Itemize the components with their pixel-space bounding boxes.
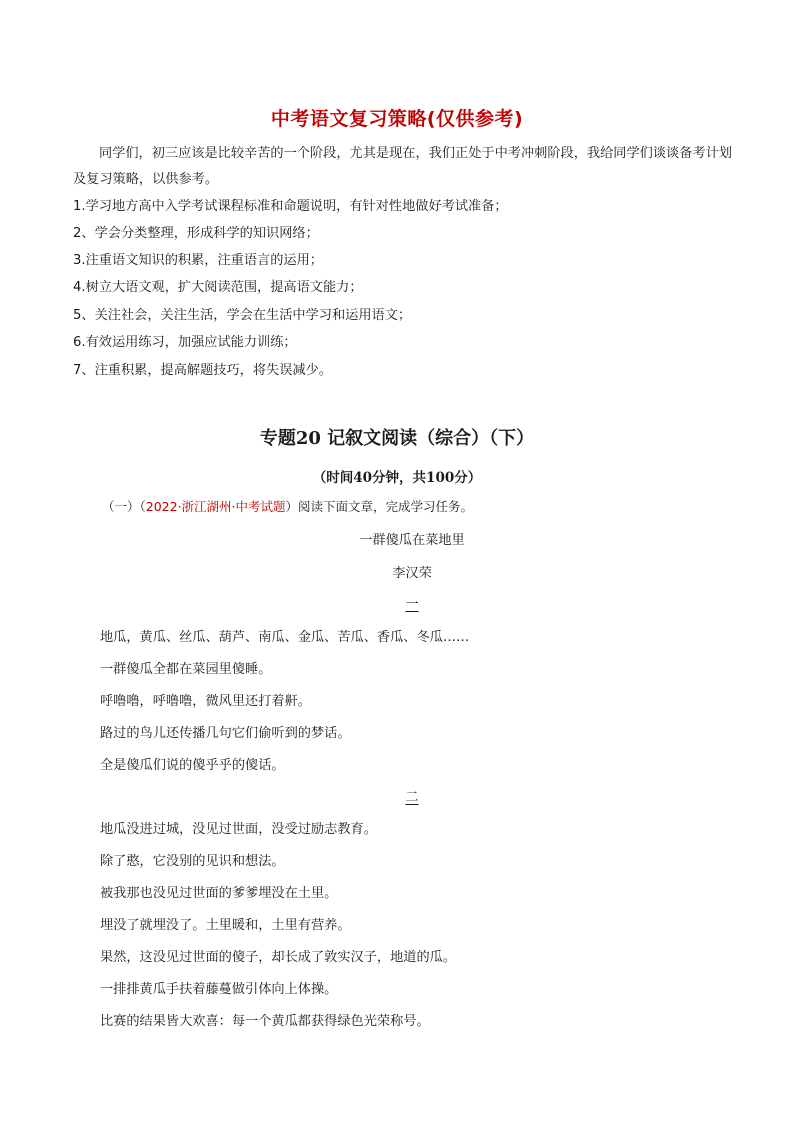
page-title: 中考语文复习策略(仅供参考) (270, 108, 524, 130)
article-line: 呼噜噜，呼噜噜，微风里还打着鼾。 (100, 694, 311, 709)
time-note: （时间40分钟，共100分） (312, 470, 482, 486)
task-suffix: ）阅读下面文章，完成学习任务。 (285, 499, 474, 514)
article-line: 一排排黄瓜手扶着藤蔓做引体向上体操。 (100, 982, 338, 997)
article-line: 地瓜，黄瓜、丝瓜、葫芦、南瓜、金瓜、苦瓜、香瓜、冬瓜…… (100, 630, 470, 645)
section-number: 一 (405, 597, 419, 612)
article-line: 路过的鸟儿还传播几句它们偷听到的梦话。 (100, 726, 351, 741)
article-line: 比赛的结果皆大欢喜：每一个黄瓜都获得绿色光荣称号。 (100, 1014, 430, 1029)
strategy-item: 4.树立大语文观，扩大阅读范围，提高语文能力； (73, 280, 363, 295)
strategy-item: 6.有效运用练习，加强应试能力训练； (73, 335, 297, 350)
strategy-item: 1.学习地方高中入学考试课程标准和命题说明，有针对性地做好考试准备； (73, 199, 508, 214)
article-line: 除了憨，它没别的见识和想法。 (100, 854, 285, 869)
strategy-item: 5、关注社会，关注生活，学会在生活中学习和运用语文； (73, 308, 412, 323)
strategy-item: 7、注重积累，提高解题技巧，将失误减少。 (73, 363, 332, 378)
article-line: 地瓜没进过城，没见过世面，没受过励志教育。 (100, 822, 377, 837)
article-line: 全是傻瓜们说的傻乎乎的傻话。 (100, 758, 285, 773)
article-author: 李汉荣 (392, 566, 432, 581)
task-source: 2022·浙江湖州·中考试题 (145, 499, 286, 514)
strategy-item: 3.注重语文知识的积累，注重语言的运用； (73, 253, 323, 268)
article-line: 被我那也没见过世面的爹爹埋没在土里。 (100, 886, 338, 901)
section-marker-1 (0, 593, 794, 612)
article-title: 一群傻瓜在菜地里 (359, 533, 465, 548)
intro-paragraph: 同学们，初三应该是比较辛苦的一个阶段，尤其是现在，我们正处于中考冲刺阶段，我给同学们谈谈备考计划及复习策略，以供参考。 (73, 146, 732, 187)
section-marker-2 (0, 786, 794, 805)
article-line: 一群傻瓜全都在菜园里傻睡。 (100, 662, 272, 677)
strategy-item: 2、学会分类整理，形成科学的知识网络； (73, 226, 319, 241)
topic-title: 专题20 记叙文阅读（综合）（下） (259, 428, 535, 449)
task-prefix: （一）（ (102, 499, 146, 514)
article-line: 埋没了就埋没了。土里暖和，土里有营养。 (100, 918, 351, 933)
section-number: 二 (405, 790, 419, 805)
task-instruction (102, 497, 473, 515)
article-line: 果然，这没见过世面的傻子，却长成了敦实汉子，地道的瓜。 (100, 950, 457, 965)
